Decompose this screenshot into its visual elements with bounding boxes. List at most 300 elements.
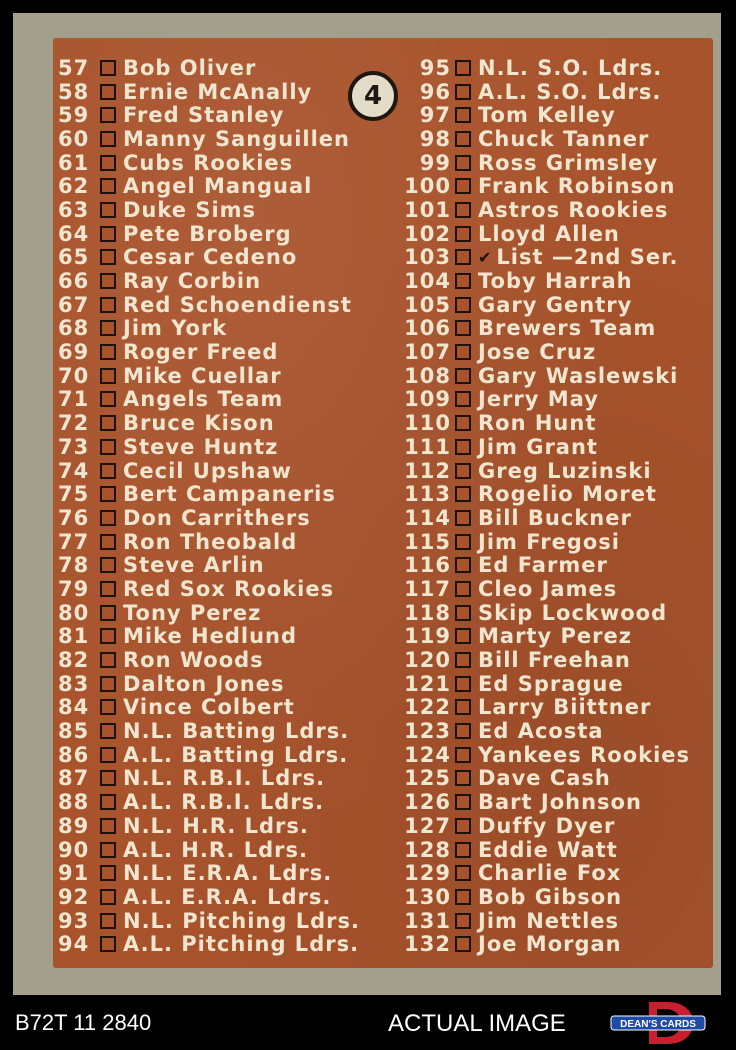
card-number: 117 xyxy=(404,576,451,601)
card-number: 87 xyxy=(58,766,90,791)
player-name: Pete Broberg xyxy=(123,221,292,246)
player-name: Gary Waslewski xyxy=(478,363,679,388)
player-name: Duke Sims xyxy=(123,197,257,222)
player-name: Ed Farmer xyxy=(478,553,608,578)
player-name: Cesar Cedeno xyxy=(123,245,298,270)
checklist-row xyxy=(403,838,713,862)
card-number: 128 xyxy=(404,837,451,862)
checkbox xyxy=(100,936,116,952)
card-number: 130 xyxy=(404,884,451,909)
checkbox xyxy=(100,178,116,194)
card-number: 105 xyxy=(404,292,451,317)
checklist-row xyxy=(58,56,398,80)
player-name: Bob Oliver xyxy=(123,55,257,80)
player-name: Jim Fregosi xyxy=(478,529,620,554)
checkbox xyxy=(100,747,116,763)
checkbox xyxy=(455,415,471,431)
checkbox xyxy=(100,628,116,644)
card-number: 124 xyxy=(404,742,451,767)
checkbox xyxy=(100,557,116,573)
actual-image-label: ACTUAL IMAGE xyxy=(388,1010,566,1037)
card-number: 126 xyxy=(404,790,451,815)
card-number: 106 xyxy=(404,316,451,341)
checkbox xyxy=(100,226,116,242)
checkbox xyxy=(100,818,116,834)
card-number: 129 xyxy=(404,861,451,886)
checklist-row xyxy=(58,174,398,198)
player-name: Ed Acosta xyxy=(478,719,604,744)
card-number: 109 xyxy=(404,387,451,412)
card-number: 70 xyxy=(58,363,90,388)
checkbox xyxy=(100,581,116,597)
checkbox xyxy=(455,676,471,692)
checklist-number-badge: 4 xyxy=(348,71,398,121)
checkbox xyxy=(455,226,471,242)
checkbox xyxy=(100,439,116,455)
player-name: Bert Campaneris xyxy=(123,482,336,507)
checklist-row xyxy=(403,56,713,80)
card-number: 77 xyxy=(58,529,90,554)
card-number: 111 xyxy=(404,434,451,459)
player-name: Charlie Fox xyxy=(478,861,622,886)
checklist-row xyxy=(403,80,713,104)
player-name: Ray Corbin xyxy=(123,269,262,294)
checkbox xyxy=(455,297,471,313)
checkbox xyxy=(455,202,471,218)
card-number: 80 xyxy=(58,600,90,625)
checkbox xyxy=(100,770,116,786)
checklist-row xyxy=(403,293,713,317)
player-name: Dave Cash xyxy=(478,766,611,791)
card-number: 74 xyxy=(58,458,90,483)
player-name: Bob Gibson xyxy=(478,884,623,909)
card-number: 89 xyxy=(58,813,90,838)
player-name: Jim Nettles xyxy=(478,908,620,933)
checkbox xyxy=(455,605,471,621)
card-number: 116 xyxy=(404,553,451,578)
checklist-row xyxy=(58,317,398,341)
card-number: 103 xyxy=(404,245,451,270)
checkbox xyxy=(100,723,116,739)
checkbox xyxy=(455,486,471,502)
player-name: Skip Lockwood xyxy=(478,600,668,625)
checklist-row xyxy=(403,411,713,435)
card-number: 63 xyxy=(58,197,90,222)
checklist-row xyxy=(58,198,398,222)
player-name: Ernie McAnally xyxy=(123,79,313,104)
checklist-row xyxy=(58,246,398,270)
checklist-row xyxy=(58,648,398,672)
player-name: Chuck Tanner xyxy=(478,126,650,151)
card-number: 68 xyxy=(58,316,90,341)
checklist-row xyxy=(403,553,713,577)
card-number: 108 xyxy=(404,363,451,388)
checklist-row xyxy=(58,269,398,293)
checkbox xyxy=(100,676,116,692)
checkbox xyxy=(100,889,116,905)
card-number: 57 xyxy=(58,55,90,80)
checkbox xyxy=(455,770,471,786)
checklist-row xyxy=(403,601,713,625)
player-name: Ron Hunt xyxy=(478,411,597,436)
checklist-row xyxy=(58,435,398,459)
player-name: Dalton Jones xyxy=(123,671,285,696)
checklist-row xyxy=(58,482,398,506)
card-number: 98 xyxy=(419,126,451,151)
checklist-row xyxy=(403,767,713,791)
checkbox xyxy=(100,107,116,123)
checklist-row xyxy=(403,388,713,412)
check-mark-icon: ✔ xyxy=(478,247,493,267)
card-back xyxy=(13,13,721,995)
checkbox xyxy=(455,273,471,289)
checklist-row xyxy=(403,127,713,151)
checkbox xyxy=(455,178,471,194)
player-name: Roger Freed xyxy=(123,340,279,365)
checkbox xyxy=(100,913,116,929)
player-name: A.L. Batting Ldrs. xyxy=(123,742,349,767)
checklist-row xyxy=(58,127,398,151)
checkbox xyxy=(455,842,471,858)
player-name: Cleo James xyxy=(478,576,618,601)
player-name: A.L. E.R.A. Ldrs. xyxy=(123,884,332,909)
player-name: N.L. H.R. Ldrs. xyxy=(123,813,309,838)
player-name: Larry Biittner xyxy=(478,695,652,720)
checkbox xyxy=(100,202,116,218)
checkbox xyxy=(100,297,116,313)
checkbox xyxy=(455,794,471,810)
deans-cards-logo xyxy=(605,1000,709,1046)
card-number: 76 xyxy=(58,505,90,530)
card-number: 119 xyxy=(404,624,451,649)
player-name: N.L. S.O. Ldrs. xyxy=(478,55,663,80)
checklist-left-column xyxy=(58,56,398,956)
checkbox xyxy=(455,391,471,407)
player-name: Steve Arlin xyxy=(123,553,265,578)
checkbox xyxy=(455,320,471,336)
checklist-row xyxy=(403,909,713,933)
checklist-row xyxy=(58,553,398,577)
player-name: Brewers Team xyxy=(478,316,657,341)
checkbox xyxy=(455,747,471,763)
player-name: A.L. S.O. Ldrs. xyxy=(478,79,662,104)
checkbox xyxy=(455,723,471,739)
card-number: 125 xyxy=(404,766,451,791)
checklist-row xyxy=(58,411,398,435)
card-number: 115 xyxy=(404,529,451,554)
card-number: 59 xyxy=(58,103,90,128)
checklist-row xyxy=(403,317,713,341)
checklist-row xyxy=(403,932,713,956)
player-name: Toby Harrah xyxy=(478,269,633,294)
card-number: 93 xyxy=(58,908,90,933)
player-name: Eddie Watt xyxy=(478,837,618,862)
checkbox xyxy=(100,699,116,715)
checklist-row xyxy=(58,601,398,625)
checklist-right-column xyxy=(403,56,713,956)
checkbox xyxy=(100,842,116,858)
checkbox xyxy=(455,107,471,123)
checkbox xyxy=(100,368,116,384)
checklist-row xyxy=(58,103,398,127)
player-name: Bart Johnson xyxy=(478,790,642,815)
player-name: A.L. H.R. Ldrs. xyxy=(123,837,308,862)
logo-text: DEAN'S CARDS xyxy=(620,1019,696,1030)
checkbox xyxy=(455,84,471,100)
card-number: 82 xyxy=(58,648,90,673)
checkbox xyxy=(455,557,471,573)
card-number: 107 xyxy=(404,340,451,365)
checklist-row xyxy=(403,885,713,909)
checklist-panel xyxy=(53,38,713,968)
player-name: N.L. E.R.A. Ldrs. xyxy=(123,861,333,886)
checklist-row xyxy=(58,151,398,175)
checklist-row xyxy=(58,696,398,720)
checkbox xyxy=(100,510,116,526)
player-name: Duffy Dyer xyxy=(478,813,616,838)
checklist-row xyxy=(403,459,713,483)
card-number: 114 xyxy=(404,505,451,530)
checkbox xyxy=(455,818,471,834)
player-name: Tony Perez xyxy=(123,600,262,625)
card-number: 79 xyxy=(58,576,90,601)
card-number: 66 xyxy=(58,269,90,294)
checklist-row xyxy=(58,909,398,933)
checklist-row xyxy=(403,364,713,388)
checklist-row xyxy=(403,198,713,222)
checklist-row xyxy=(58,293,398,317)
player-name: Ron Theobald xyxy=(123,529,298,554)
checklist-row xyxy=(403,269,713,293)
player-name: Don Carrithers xyxy=(123,505,311,530)
checkbox xyxy=(455,913,471,929)
player-name: Greg Luzinski xyxy=(478,458,652,483)
player-name: Bill Freehan xyxy=(478,648,631,673)
player-name: Ross Grimsley xyxy=(478,150,659,175)
checkbox xyxy=(100,415,116,431)
card-number: 61 xyxy=(58,150,90,175)
card-number: 92 xyxy=(58,884,90,909)
checklist-row xyxy=(403,672,713,696)
card-number: 64 xyxy=(58,221,90,246)
card-number: 72 xyxy=(58,411,90,436)
checklist-row xyxy=(58,340,398,364)
checkbox xyxy=(455,889,471,905)
card-number: 85 xyxy=(58,719,90,744)
checkbox xyxy=(100,344,116,360)
checklist-row xyxy=(403,743,713,767)
checkbox xyxy=(455,652,471,668)
checklist-row xyxy=(403,246,713,270)
card-number: 97 xyxy=(419,103,451,128)
checkbox xyxy=(100,652,116,668)
checklist-row xyxy=(403,719,713,743)
checklist-row xyxy=(58,388,398,412)
checkbox xyxy=(100,865,116,881)
checkbox xyxy=(100,605,116,621)
player-name: Ron Woods xyxy=(123,648,264,673)
player-name: Marty Perez xyxy=(478,624,632,649)
player-name: Jose Cruz xyxy=(478,340,597,365)
card-number: 83 xyxy=(58,671,90,696)
checklist-row xyxy=(58,885,398,909)
card-number: 100 xyxy=(404,174,451,199)
checklist-row xyxy=(403,861,713,885)
checkbox xyxy=(100,534,116,550)
card-number: 101 xyxy=(404,197,451,222)
checklist-row xyxy=(403,103,713,127)
card-number: 71 xyxy=(58,387,90,412)
player-name: Mike Cuellar xyxy=(123,363,282,388)
checkbox xyxy=(455,368,471,384)
checkbox xyxy=(455,581,471,597)
card-number: 122 xyxy=(404,695,451,720)
card-number: 102 xyxy=(404,221,451,246)
player-name: Gary Gentry xyxy=(478,292,633,317)
player-name: N.L. R.B.I. Ldrs. xyxy=(123,766,326,791)
checkbox xyxy=(455,534,471,550)
checklist-row xyxy=(58,530,398,554)
player-name: Ed Sprague xyxy=(478,671,624,696)
card-number: 99 xyxy=(419,150,451,175)
checklist-row xyxy=(58,932,398,956)
player-name: Red Sox Rookies xyxy=(123,576,335,601)
checklist-row xyxy=(403,530,713,554)
checkbox xyxy=(455,463,471,479)
player-name: Joe Morgan xyxy=(478,932,622,957)
checklist-row xyxy=(403,814,713,838)
checkbox xyxy=(455,510,471,526)
checklist-row xyxy=(58,814,398,838)
card-number: 67 xyxy=(58,292,90,317)
checkbox xyxy=(100,60,116,76)
checkbox xyxy=(455,60,471,76)
checklist-row xyxy=(403,151,713,175)
card-number: 75 xyxy=(58,482,90,507)
card-number: 131 xyxy=(404,908,451,933)
player-name: Steve Huntz xyxy=(123,434,279,459)
checklist-row xyxy=(403,577,713,601)
card-number: 113 xyxy=(404,482,451,507)
checklist-row xyxy=(58,364,398,388)
card-number: 118 xyxy=(404,600,451,625)
checklist-row xyxy=(58,861,398,885)
checklist-row xyxy=(58,838,398,862)
checklist-row xyxy=(58,743,398,767)
card-number: 120 xyxy=(404,648,451,673)
player-name: Cecil Upshaw xyxy=(123,458,292,483)
checkbox xyxy=(455,439,471,455)
checkbox xyxy=(455,155,471,171)
card-number: 88 xyxy=(58,790,90,815)
checklist-row xyxy=(403,174,713,198)
checklist-row xyxy=(58,80,398,104)
checkbox xyxy=(100,794,116,810)
card-number: 95 xyxy=(419,55,451,80)
checkbox xyxy=(100,320,116,336)
player-name: Frank Robinson xyxy=(478,174,676,199)
player-name: Cubs Rookies xyxy=(123,150,294,175)
card-number: 96 xyxy=(419,79,451,104)
player-name: A.L. R.B.I. Ldrs. xyxy=(123,790,325,815)
checkbox xyxy=(455,699,471,715)
card-number: 121 xyxy=(404,671,451,696)
card-number: 104 xyxy=(404,269,451,294)
checklist-row xyxy=(403,435,713,459)
checklist-row xyxy=(403,482,713,506)
checklist-row xyxy=(403,790,713,814)
player-name: List —2nd Ser. xyxy=(496,245,679,270)
player-name: Angel Mangual xyxy=(123,174,313,199)
card-number: 123 xyxy=(404,719,451,744)
player-name: Lloyd Allen xyxy=(478,221,620,246)
checkbox xyxy=(100,84,116,100)
card-number: 86 xyxy=(58,742,90,767)
player-name: Jim Grant xyxy=(478,434,598,459)
player-name: Jerry May xyxy=(478,387,599,412)
player-name: A.L. Pitching Ldrs. xyxy=(123,932,360,957)
card-number: 78 xyxy=(58,553,90,578)
card-number: 127 xyxy=(404,813,451,838)
checklist-row xyxy=(58,625,398,649)
card-number: 81 xyxy=(58,624,90,649)
player-name: Angels Team xyxy=(123,387,284,412)
checklist-row xyxy=(58,767,398,791)
card-number: 69 xyxy=(58,340,90,365)
player-name: Vince Colbert xyxy=(123,695,295,720)
card-number: 84 xyxy=(58,695,90,720)
checkbox xyxy=(100,463,116,479)
checkbox xyxy=(455,936,471,952)
player-name: Fred Stanley xyxy=(123,103,285,128)
checklist-row xyxy=(403,625,713,649)
checklist-row xyxy=(58,459,398,483)
checkbox xyxy=(455,131,471,147)
card-number: 65 xyxy=(58,245,90,270)
card-number: 94 xyxy=(58,932,90,957)
checkbox xyxy=(455,628,471,644)
checklist-row xyxy=(403,222,713,246)
player-name: Red Schoendienst xyxy=(123,292,352,317)
player-name: Rogelio Moret xyxy=(478,482,657,507)
checkbox xyxy=(100,249,116,265)
card-number: 112 xyxy=(404,458,451,483)
inventory-code: B72T 11 2840 xyxy=(15,1010,152,1035)
player-name: Yankees Rookies xyxy=(478,742,691,767)
player-name: Bruce Kison xyxy=(123,411,275,436)
checklist-row xyxy=(58,790,398,814)
checkbox xyxy=(100,273,116,289)
checklist-row xyxy=(58,222,398,246)
player-name: Tom Kelley xyxy=(478,103,616,128)
checkbox xyxy=(455,344,471,360)
checkbox xyxy=(100,131,116,147)
checklist-row xyxy=(58,577,398,601)
checklist-row xyxy=(58,672,398,696)
card-number: 110 xyxy=(404,411,451,436)
player-name: Astros Rookies xyxy=(478,197,669,222)
card-number: 58 xyxy=(58,79,90,104)
checklist-row xyxy=(403,648,713,672)
player-name: Bill Buckner xyxy=(478,505,632,530)
checkbox xyxy=(100,486,116,502)
checklist-row xyxy=(403,340,713,364)
checkbox xyxy=(100,155,116,171)
card-number: 62 xyxy=(58,174,90,199)
checklist-row xyxy=(403,506,713,530)
player-name: Jim York xyxy=(123,316,228,341)
checklist-row xyxy=(58,719,398,743)
